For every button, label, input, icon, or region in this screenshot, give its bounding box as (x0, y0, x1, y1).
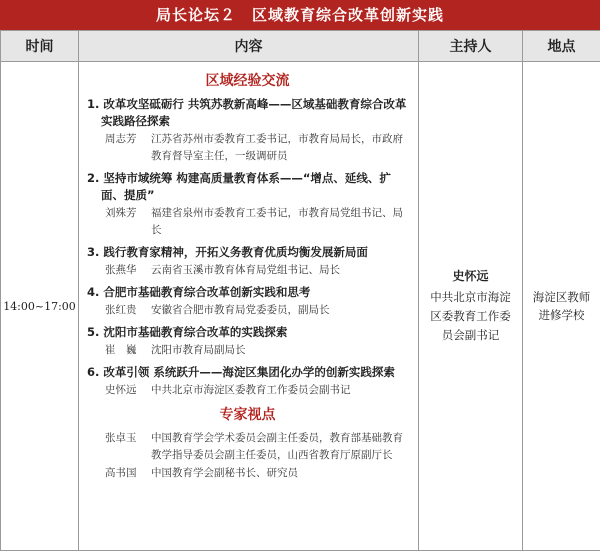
session-time: 14:00~17:00 (1, 62, 79, 551)
header-content: 内容 (79, 31, 419, 62)
agenda-item (83, 324, 412, 359)
expert-role: 中国教育学会学术委员会副主任委员，教育部基础教育教学指导委员会副主任委员，山西省教育厅原副厅长 (151, 430, 412, 464)
agenda-item (83, 96, 412, 165)
session-content (79, 62, 419, 551)
expert-name: 高书国 (83, 465, 151, 482)
speaker (83, 205, 412, 239)
speaker (83, 302, 412, 319)
host-name: 史怀远 (419, 267, 522, 284)
section-title: 专家视点 (83, 404, 412, 424)
agenda-item (83, 364, 412, 399)
session-row (1, 62, 600, 551)
agenda-item-title: 6. 改革引领 系统跃升——海淀区集团化办学的创新实践探索 (83, 364, 412, 381)
speaker-name: 刘殊芳 (83, 205, 151, 239)
agenda-item (83, 170, 412, 239)
agenda-item-title: 2. 坚持市域统筹 构建高质量教育体系——“增点、延线、扩面、提质” (83, 170, 412, 204)
speaker-role: 中共北京市海淀区委教育工作委员会副书记 (151, 382, 412, 399)
header-place: 地点 (523, 31, 600, 62)
agenda-item (83, 284, 412, 319)
speaker (83, 131, 412, 165)
header-row (1, 31, 600, 62)
agenda-item-title: 4. 合肥市基础教育综合改革创新实践和思考 (83, 284, 412, 301)
speaker-role: 安徽省合肥市教育局党委委员，副局长 (151, 302, 412, 319)
host-role: 中共北京市海淀区委教育工作委员会副书记 (419, 288, 522, 345)
header-host: 主持人 (419, 31, 523, 62)
forum-banner: 局长论坛２ 区域教育综合改革创新实践 (0, 0, 600, 30)
speaker-name: 张燕华 (83, 262, 151, 279)
agenda-item (83, 244, 412, 279)
schedule-table (0, 30, 600, 551)
header-time: 时间 (1, 31, 79, 62)
agenda-item-title: 5. 沈阳市基础教育综合改革的实践探索 (83, 324, 412, 341)
speaker-name: 崔 巍 (83, 342, 151, 359)
speaker (83, 342, 412, 359)
speaker-role: 云南省玉溪市教育体育局党组书记、局长 (151, 262, 412, 279)
speaker-name: 周志芳 (83, 131, 151, 165)
speaker (83, 382, 412, 399)
expert (83, 430, 412, 464)
section-title: 区域经验交流 (83, 70, 412, 90)
speaker-role: 福建省泉州市委教育工委书记，市教育局党组书记、局长 (151, 205, 412, 239)
speaker (83, 262, 412, 279)
expert-name: 张卓玉 (83, 430, 151, 464)
expert-role: 中国教育学会副秘书长、研究员 (151, 465, 412, 482)
speaker-role: 沈阳市教育局副局长 (151, 342, 412, 359)
speaker-role: 江苏省苏州市委教育工委书记，市教育局局长，市政府教育督导室主任，一级调研员 (151, 131, 412, 165)
session-host (419, 62, 523, 551)
agenda-item-title: 3. 践行教育家精神，开拓义务教育优质均衡发展新局面 (83, 244, 412, 261)
speaker-name: 史怀远 (83, 382, 151, 399)
session-place: 海淀区教师进修学校 (523, 62, 600, 551)
expert (83, 465, 412, 482)
speaker-name: 张红贵 (83, 302, 151, 319)
agenda-item-title: 1. 改革攻坚砥砺行 共筑苏教新高峰——区域基础教育综合改革实践路径探索 (83, 96, 412, 130)
expert-list (83, 430, 412, 482)
